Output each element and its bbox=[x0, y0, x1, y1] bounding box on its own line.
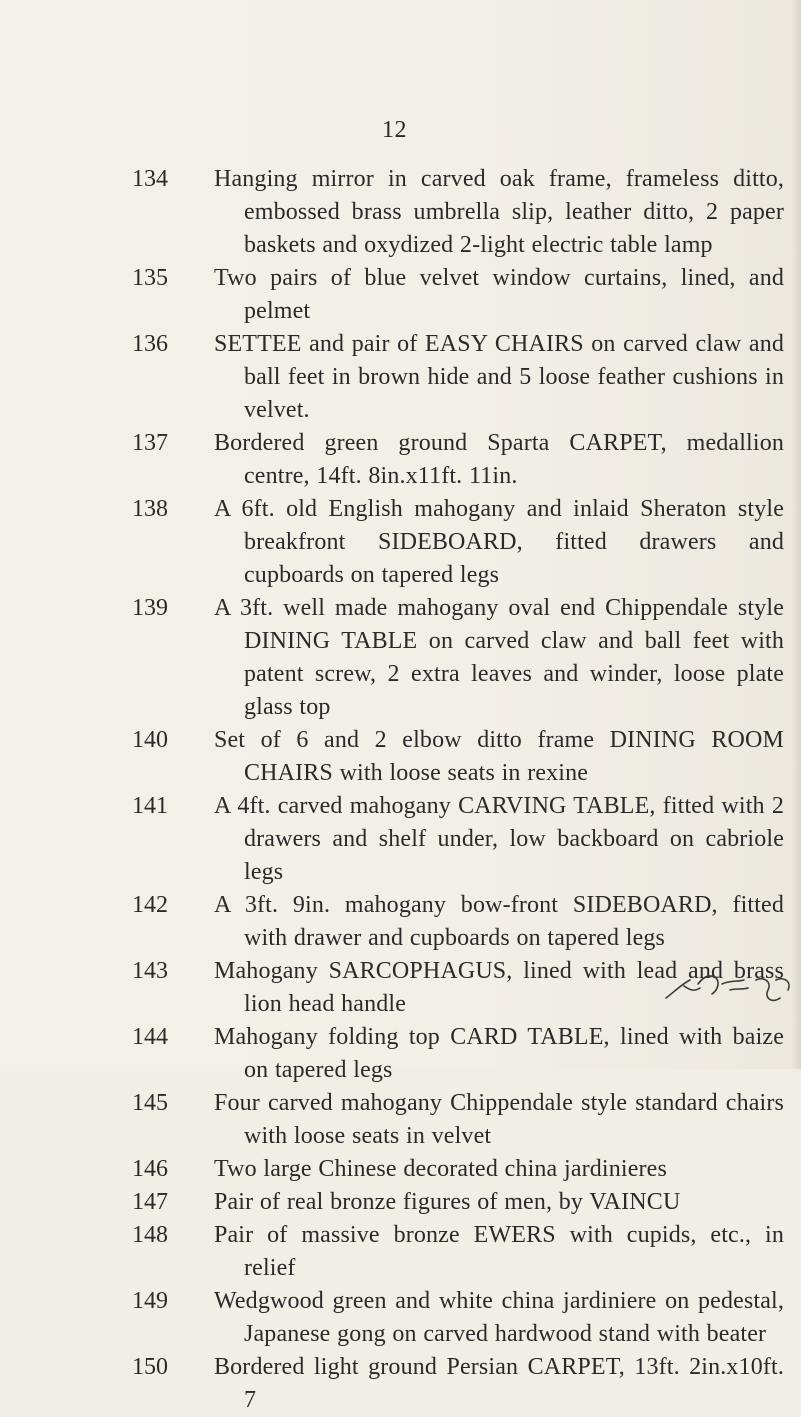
lot-entry bbox=[0, 1153, 801, 1186]
lot-description: Mahogany folding top CARD TABLE, lined with baize on tapered legs bbox=[214, 1024, 784, 1083]
lot-entry bbox=[0, 163, 801, 262]
lot-number: 142 bbox=[132, 892, 168, 918]
lot-number: 134 bbox=[132, 166, 168, 192]
lot-number: 136 bbox=[132, 331, 168, 357]
lot-entry bbox=[0, 262, 801, 328]
lot-number: 140 bbox=[132, 727, 168, 753]
lot-description: Pair of massive bronze EWERS with cupids, etc., in relief bbox=[214, 1222, 784, 1281]
lot-number: 137 bbox=[132, 430, 168, 456]
lot-description: Pair of real bronze figures of men, by VAINCU bbox=[214, 1189, 681, 1215]
lot-entry bbox=[0, 1285, 801, 1351]
lot-number: 135 bbox=[132, 265, 168, 291]
lot-number: 143 bbox=[132, 958, 168, 984]
lot-description: Bordered light ground Persian CARPET, 13ft. 2in.x10ft. 7 bbox=[214, 1354, 784, 1413]
lot-number: 141 bbox=[132, 793, 168, 819]
lot-description: Set of 6 and 2 elbow ditto frame DINING ROOM CHAIRS with loose seats in rexine bbox=[214, 727, 784, 786]
lot-entry bbox=[0, 328, 801, 427]
lot-number: 149 bbox=[132, 1288, 168, 1314]
lot-entry bbox=[0, 427, 801, 493]
lot-number: 147 bbox=[132, 1189, 168, 1215]
lot-entry bbox=[0, 592, 801, 724]
page-number: 12 bbox=[382, 117, 407, 143]
lot-number: 150 bbox=[132, 1354, 168, 1380]
lot-entry bbox=[0, 790, 801, 889]
lot-number: 139 bbox=[132, 595, 168, 621]
lot-description: A 3ft. 9in. mahogany bow-front SIDEBOARD, fitted with drawer and cupboards on tapered legs bbox=[214, 892, 784, 951]
lot-description: A 6ft. old English mahogany and inlaid Sheraton style breakfront SIDEBOARD, fitted drawers and cupboards on tapered legs bbox=[214, 496, 784, 588]
lot-description: Wedgwood green and white china jardiniere on pedestal, Japanese gong on carved hardwood stand with beater bbox=[214, 1288, 784, 1347]
lot-entry bbox=[0, 1021, 801, 1087]
lot-list bbox=[0, 163, 801, 1417]
lot-description: Bordered green ground Sparta CARPET, medallion centre, 14ft. 8in.x11ft. 11in. bbox=[214, 430, 784, 489]
lot-number: 138 bbox=[132, 496, 168, 522]
lot-entry bbox=[0, 1087, 801, 1153]
lot-number: 148 bbox=[132, 1222, 168, 1248]
lot-entry bbox=[0, 724, 801, 790]
lot-description: Mahogany SARCOPHAGUS, lined with lead and brass lion head handle bbox=[214, 958, 784, 1017]
lot-entry bbox=[0, 1219, 801, 1285]
handwritten-annotation bbox=[660, 940, 800, 1010]
lot-description: A 3ft. well made mahogany oval end Chippendale style DINING TABLE on carved claw and ball feet with patent screw, 2 extra leaves and winder, loose plate glass top bbox=[214, 595, 784, 720]
lot-description: Two pairs of blue velvet window curtains, lined, and pelmet bbox=[214, 265, 784, 324]
lot-description: A 4ft. carved mahogany CARVING TABLE, fitted with 2 drawers and shelf under, low backboard on cabriole legs bbox=[214, 793, 784, 885]
lot-description: Hanging mirror in carved oak frame, frameless ditto, embossed brass umbrella slip, leather ditto, 2 paper baskets and oxydized 2-light electric table lamp bbox=[214, 166, 784, 258]
lot-number: 145 bbox=[132, 1090, 168, 1116]
lot-description: Four carved mahogany Chippendale style standard chairs with loose seats in velvet bbox=[214, 1090, 784, 1149]
lot-description: SETTEE and pair of EASY CHAIRS on carved claw and ball feet in brown hide and 5 loose feather cushions in velvet. bbox=[214, 331, 784, 423]
lot-description: Two large Chinese decorated china jardinieres bbox=[214, 1156, 667, 1182]
lot-entry bbox=[0, 1186, 801, 1219]
lot-entry bbox=[0, 1351, 801, 1417]
lot-number: 146 bbox=[132, 1156, 168, 1182]
lot-entry bbox=[0, 493, 801, 592]
lot-number: 144 bbox=[132, 1024, 168, 1050]
